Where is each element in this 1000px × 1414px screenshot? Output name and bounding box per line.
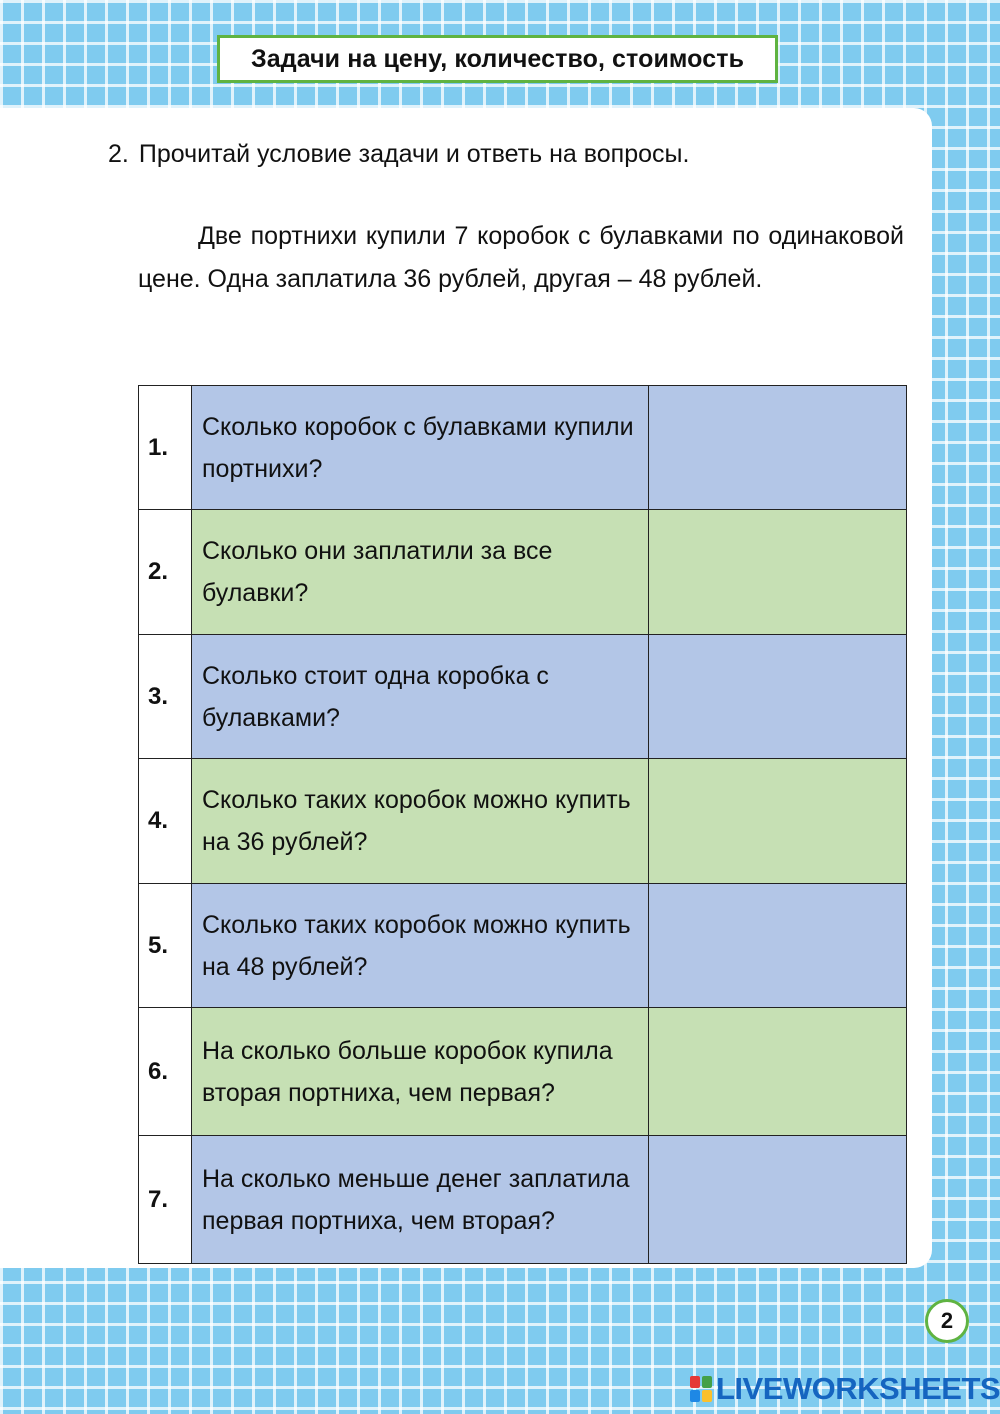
table-row (139, 635, 907, 759)
answer-field[interactable] (649, 386, 907, 510)
page-number: 2 (940, 1308, 954, 1333)
answer-field[interactable] (649, 510, 907, 635)
answer-field[interactable] (649, 759, 907, 884)
brand-logo[interactable] (690, 1371, 1000, 1407)
question-number: 2. (139, 510, 192, 635)
question-number: 5. (139, 884, 192, 1008)
task-instruction-text: Прочитай условие задачи и ответь на вопросы. (138, 140, 690, 168)
task-instruction (108, 140, 689, 169)
question-text: Сколько таких коробок можно купить на 48 рублей? (192, 884, 649, 1008)
brand-name: LIVEWORKSHEETS (716, 1371, 1000, 1406)
table-row (139, 1008, 907, 1136)
table-row (139, 884, 907, 1008)
questions-table (138, 385, 907, 1264)
question-number: 7. (139, 1136, 192, 1264)
question-text: На сколько меньше денег заплатила первая портниха, чем вторая? (192, 1136, 649, 1264)
question-text: Сколько они заплатили за все булавки? (192, 510, 649, 635)
answer-field[interactable] (649, 1008, 907, 1136)
page-number-badge (925, 1299, 969, 1343)
question-text: Сколько стоит одна коробка с булавками? (192, 635, 649, 759)
table-row (139, 1136, 907, 1264)
liveworksheets-icon (690, 1376, 712, 1402)
table-row (139, 386, 907, 510)
question-text: Сколько таких коробок можно купить на 36 рублей? (192, 759, 649, 884)
question-number: 1. (139, 386, 192, 510)
question-number: 4. (139, 759, 192, 884)
table-row (139, 759, 907, 884)
question-number: 6. (139, 1008, 192, 1136)
task-number: 2. (108, 140, 129, 168)
question-text: На сколько больше коробок купила вторая портниха, чем первая? (192, 1008, 649, 1136)
question-text: Сколько коробок с булавками купили портнихи? (192, 386, 649, 510)
problem-text: Две портнихи купили 7 коробок с булавками по одинаковой цене. Одна заплатила 36 рублей, другая – 48 рублей. (138, 222, 904, 293)
answer-field[interactable] (649, 884, 907, 1008)
table-row (139, 510, 907, 635)
answer-field[interactable] (649, 1136, 907, 1264)
question-number: 3. (139, 635, 192, 759)
page-title-text: Задачи на цену, количество, стоимость (250, 44, 745, 73)
page-title (217, 35, 778, 83)
answer-field[interactable] (649, 635, 907, 759)
